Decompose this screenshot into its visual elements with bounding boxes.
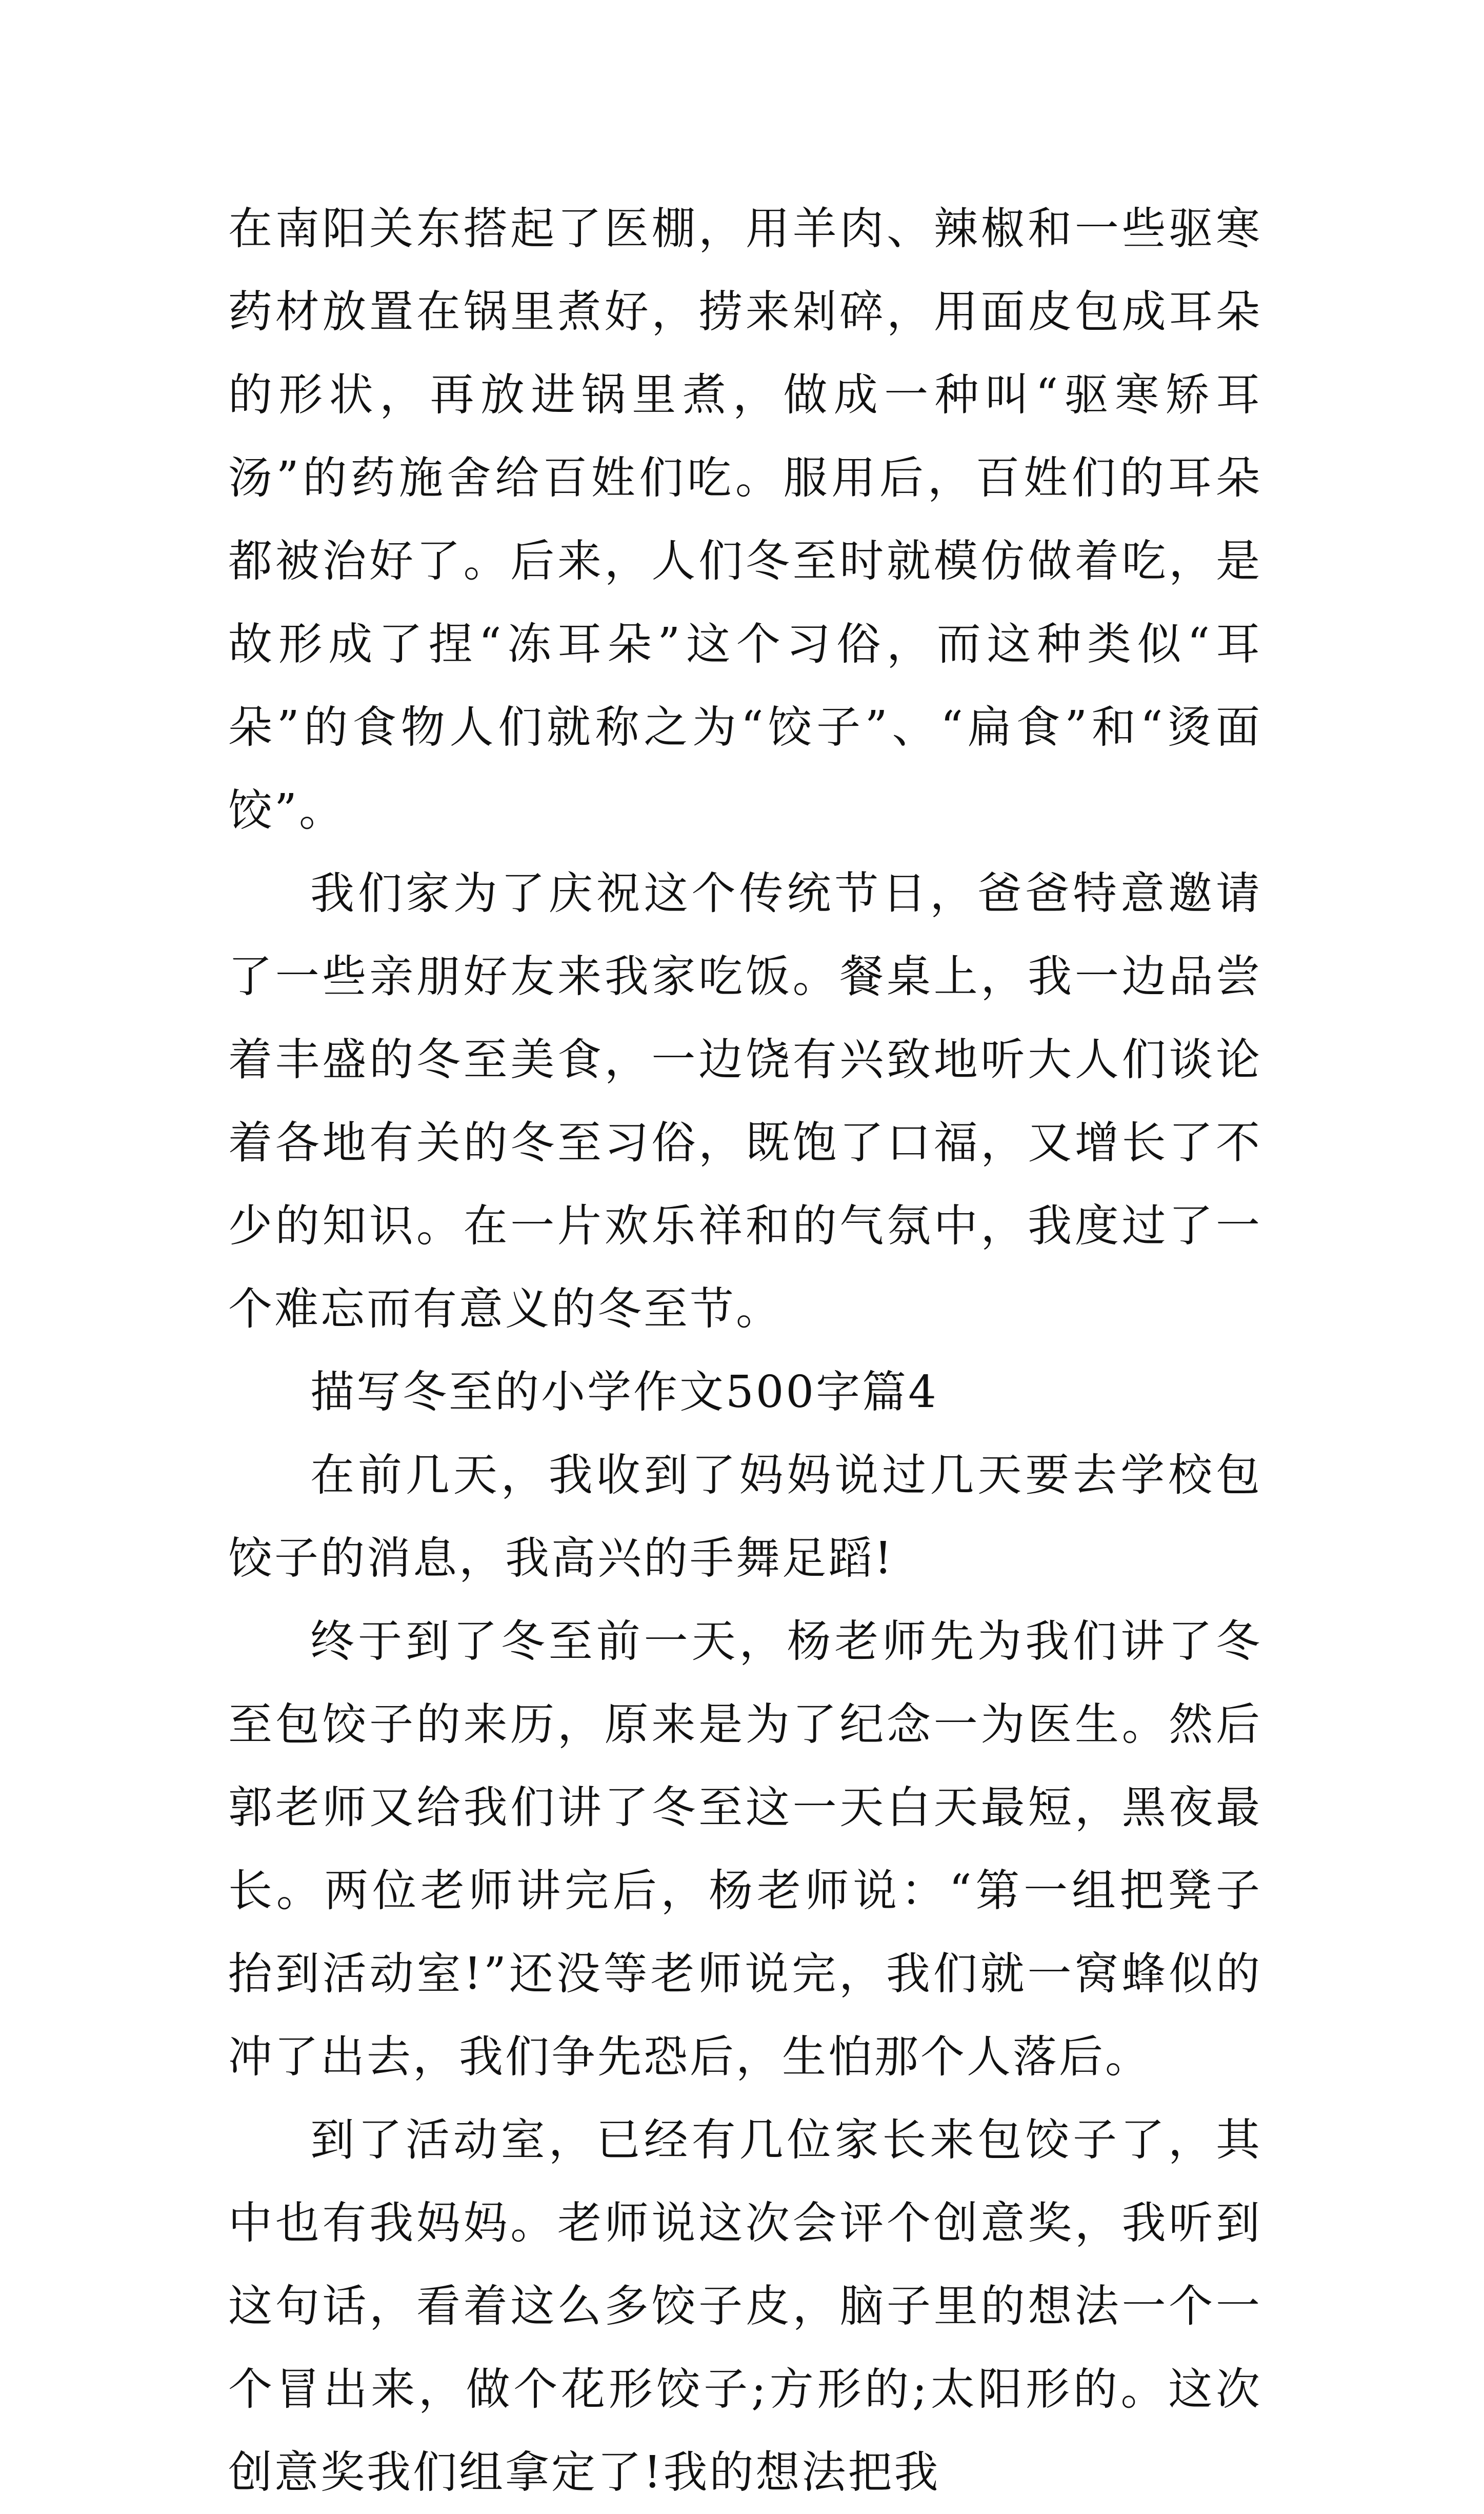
paragraph-1: 在南阳关东搭起了医棚，用羊肉、辣椒和一些驱寒药材放置在锅里煮好，捞来剁碎，用面皮包成耳朵的形状，再放进锅里煮，做成一种叫“驱寒矫耳汤”的药施舍给百姓们吃。服用后，百姓们的耳朵都被治好了。后来，人们冬至时就模仿做着吃，是故形成了捏“冻耳朵”这个习俗，而这种类似“耳朵”的食物人们就称之为“饺子”、“扁食”和“烫面饺”。 [228,203,1262,836]
document-body [228,187,1262,2514]
paragraph-4: 终于到了冬至前一天，杨老师先为我们讲了冬至包饺子的来历，原来是为了纪念一为医生。然后郭老师又给我们讲了冬至这一天白天最短，黑夜最长。两位老师讲完后，杨老师说：“第一组把凳子抬到活动室!”还没等老师说完，我们就一窝蜂似的冲了出去，我们争先恐后，生怕那个人落后。 [228,1616,1262,2083]
section-heading: 描写冬至的小学作文500字篇4 [310,1367,938,1418]
paragraph-2: 我们家为了庆祝这个传统节日，爸爸特意邀请了一些亲朋好友来我家吃饭。餐桌上，我一边品尝着丰盛的冬至美食，一边饶有兴致地听大人们谈论着各地有关的冬至习俗，既饱了口福，又增长了不少的知识。在一片欢乐祥和的气氛中，我度过了一个难忘而有意义的冬至节。 [228,868,1262,1335]
paragraph-5: 到了活动室，已经有几位家长来包饺子了，其中也有我妈妈。老师说这次会评个创意奖，我听到这句话，看着这么多饺子皮，脑子里的想法一个一个冒出来，做个花形饺子;方形的;太阳形的。这次创意奖我们组拿定了!我的想法把我 [228,2114,1262,2498]
paragraph-3: 在前几天，我收到了妈妈说过几天要去学校包饺子的消息，我高兴的手舞足蹈! [228,1450,1262,1584]
